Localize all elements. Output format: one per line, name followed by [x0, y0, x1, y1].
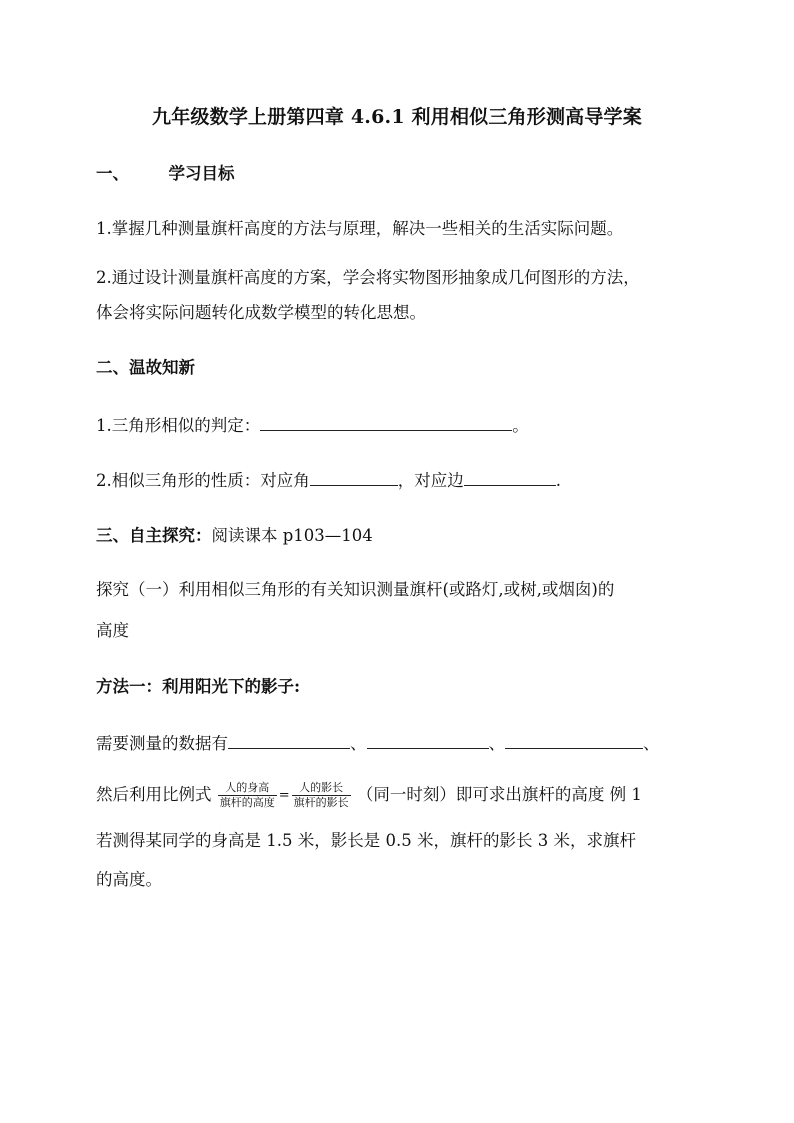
height-ratio-fraction	[218, 781, 277, 810]
section1-heading	[96, 160, 235, 184]
fraction-2-numerator: 人的影长	[299, 781, 344, 794]
measure-blank-2[interactable]	[367, 730, 489, 749]
example-line-3: 的高度。	[96, 870, 162, 889]
ratio-label: 然后利用比例式	[96, 785, 212, 804]
objective-item-2-line2: 体会将实际问题转化成数学模型的转化思想。	[96, 303, 426, 322]
objective-item-1: 1.掌握几种测量旗杆高度的方法与原理，解决一些相关的生活实际问题。	[96, 219, 624, 238]
equals-sign: =	[278, 787, 290, 803]
fraction-1-numerator: 人的身高	[225, 781, 270, 794]
method-one-heading: 方法一：利用阳光下的影子:	[96, 677, 301, 696]
review-item-2-mid: ，对应边	[397, 471, 464, 490]
section2-heading: 二、温故知新	[96, 358, 195, 377]
corresponding-angles-blank[interactable]	[310, 467, 398, 486]
review-item-2-end: .	[555, 471, 561, 490]
section3-heading-reading: 阅读课本 p103—104	[211, 526, 373, 545]
shadow-ratio-fraction	[292, 781, 351, 810]
separator-2: 、	[488, 734, 505, 753]
review-item-1-label: 1.三角形相似的判定：	[96, 416, 261, 435]
ratio-suffix: （同一时刻）即可求出旗杆的高度 例 1	[356, 785, 642, 804]
separator-1: 、	[350, 734, 367, 753]
section3-heading-title: 三、自主探究：	[96, 526, 212, 545]
measure-blank-3[interactable]	[505, 730, 643, 749]
document-title: 九年级数学上册第四章 4.6.1 利用相似三角形测高导学案	[152, 106, 642, 128]
measure-data-label: 需要测量的数据有	[96, 734, 228, 753]
section1-heading-text: 学习目标	[168, 164, 235, 183]
fraction-2-denominator: 旗杆的影长	[293, 796, 349, 809]
measure-data-line	[96, 730, 660, 754]
separator-3: 、	[643, 734, 660, 753]
similarity-criteria-blank[interactable]	[260, 412, 512, 431]
explore-line-2: 高度	[96, 621, 129, 640]
section1-heading-number: 一、	[96, 164, 129, 183]
fraction-1-denominator: 旗杆的高度	[219, 796, 275, 809]
review-item-2-label: 2.相似三角形的性质：对应角	[96, 471, 310, 490]
review-item-1-end: 。	[512, 416, 529, 435]
objective-item-2-line1: 2.通过设计测量旗杆高度的方案，学会将实物图形抽象成几何图形的方法，	[96, 268, 640, 287]
corresponding-sides-blank[interactable]	[464, 467, 556, 486]
example-line-2: 若测得某同学的身高是 1.5 米，影长是 0.5 米，旗杆的影长 3 米，求旗杆	[96, 831, 636, 850]
ratio-line	[96, 775, 642, 816]
section3-heading	[96, 522, 373, 546]
review-item-1	[96, 412, 529, 436]
measure-blank-1[interactable]	[228, 730, 350, 749]
explore-line-1: 探究（一）利用相似三角形的有关知识测量旗杆(或路灯,或树,或烟囱)的	[96, 580, 615, 599]
review-item-2	[96, 467, 561, 491]
